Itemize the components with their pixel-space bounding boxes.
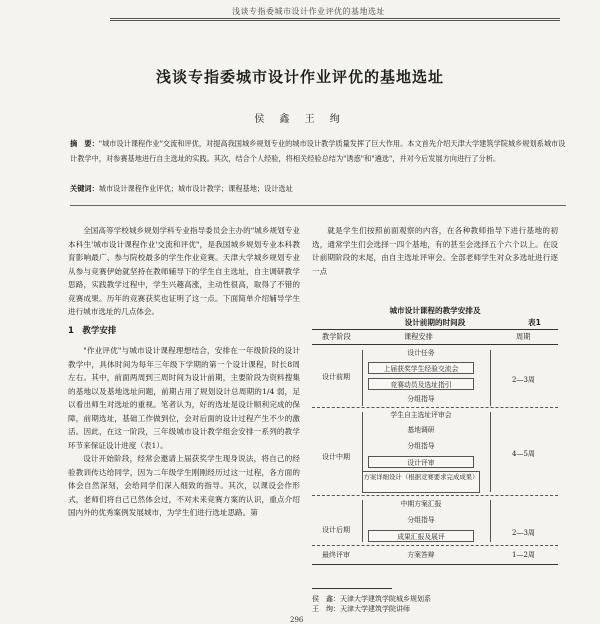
footnote-line: 侯 鑫：天津大学建筑学院城乡规划系 (312, 595, 431, 603)
stage-bracket (362, 412, 363, 492)
keywords-text: 城市设计课程作业评优；城市设计教学；课程基地；设计选址 (98, 184, 293, 193)
running-head: 浅谈专指委城市设计作业评优的基地选址 (232, 7, 385, 16)
author-footnote (312, 594, 431, 614)
table-step: 设计评审 (368, 456, 474, 468)
table-step: 竞赛动员及选址指引 (368, 378, 474, 390)
weeks-label: 2—3周 (512, 529, 535, 537)
page-number: 296 (290, 616, 304, 624)
weeks-bracket (490, 412, 491, 492)
stage-bracket (362, 350, 363, 406)
table-caption-line2: 设计前期的时间段 (404, 318, 466, 327)
table-step: 成果汇报及展评 (368, 530, 474, 542)
table-step: 方案答辩 (407, 551, 435, 559)
footnote-line: 王 绚：天津大学建筑学院讲师 (312, 605, 410, 613)
header-rule (110, 18, 560, 19)
header-rule-double (110, 20, 560, 21)
stage-separator (312, 407, 558, 408)
footnote-rule (312, 588, 392, 589)
table-step: 上届获奖学生经验交流会 (368, 362, 474, 374)
abstract-divider (70, 205, 566, 206)
table-header-weeks: 周期 (516, 332, 531, 341)
left-column (68, 224, 300, 520)
abstract-label: 摘 要： (70, 139, 99, 148)
weeks-bracket (490, 500, 491, 542)
keywords-label: 关键词： (70, 184, 99, 193)
author-line: 侯 鑫 王 绚 (254, 114, 346, 125)
right-column (312, 224, 558, 278)
table-step: 学生自主选址评审会 (390, 411, 452, 419)
weeks-bracket (490, 350, 491, 406)
table-header-rule (312, 344, 558, 345)
intro-paragraph: 全国高等学校城乡规划学科专业指导委员会主办的"城乡规划专业本科生'城市设计课程作业'交流和评优"，是我国城乡规划专业本科教育影响最广、参与院校最多的学生作业竞赛。天津大学城乡规划专业从参与竞赛伊始就坚持在教师辅导下的学生自主选址，自主调研教学思路，实践教学过程中，学生兴趣高涨，主动性很高，取得了不错的竞赛成果。历年的竞赛获奖也证明了这一点。下面简单介绍辅导学生进行城市选址的几点体会。 (68, 226, 300, 316)
article-title: 浅谈专指委城市设计作业评优的基地选址 (155, 68, 444, 86)
abstract (70, 136, 566, 166)
table-header-stage: 教学阶段 (322, 332, 351, 341)
weeks-label: 1—2周 (512, 551, 535, 559)
right-paragraph-1: 就是学生们按照前面观察的内容，在各种教师指导下进行基地的初选，通常学生们会选择一四个基地，有的甚至会选择五个六个以上。在设计前期阶段的末尾，由自主选址评审会。全部老师学生对众多选址进行逐一点 (312, 226, 558, 276)
weeks-label: 4—5周 (512, 450, 535, 458)
stage-label: 最终评审 (322, 551, 350, 559)
abstract-text: "城市设计课程作业"交流和评优，对提高我国城乡规划专业的城市设计教学质量发挥了巨大作用。本文首先介绍天津大学建筑学院城乡规划系城市设计教学中，对参赛基地进行自主选址的实践。其次，结合个人经验，将相关经验总结为"诱惑"和"遴选"，并对今后发展方向进行了分析。 (70, 139, 566, 163)
keywords (70, 182, 566, 196)
table-step: 设计任务 (407, 349, 435, 357)
stage-bracket (362, 500, 363, 542)
section1-paragraph-2: 设计开始阶段，经常会邀请上届获奖学生现身说法，将自己的经验教训传达给同学，因为二年级学生刚刚经历过这一过程，各方面的体会自然深刻，会给同学们深入细致的指导。其次，以课设会作形式，老师们将自己已然体会过，不对未来竞赛方案的认识，重点介绍国内外的优秀案例发展城市，为学生们进行选址思路。第 (68, 454, 300, 517)
stage-label: 设计后期 (322, 526, 350, 534)
table-caption-line1: 城市设计课程的教学安排及 (389, 306, 481, 315)
weeks-label: 2—3周 (512, 376, 535, 384)
table-bottom-rule (312, 564, 558, 565)
table-top-rule (312, 329, 558, 330)
stage-separator (312, 545, 558, 546)
table-label: 表1 (528, 318, 541, 327)
section-heading-1: 1 教学安排 (68, 325, 117, 336)
table-step: 方案详细设计（根据竞赛要求完成成果） (362, 471, 480, 493)
stage-label: 设计中期 (322, 453, 350, 461)
table-caption (312, 305, 558, 329)
table-step: 分组指导 (407, 395, 435, 403)
section1-paragraph-1: "作业评优"与城市设计课程理想结合，安排在一年级阶段的设计教学中，具体时间为每年三年级下学期的第一个设计课程，时长8周左右。其中，前面两周到三周时间为设计前期，主要阶段为资料搜集的基地以及基地选址问题，前期占用了规划设计总周期的1/4 弱，足以看出师生对选址的重视。笔者认为，好的选址是设计顺利完成的保障，前期选址，基础工作做到位，会对后面的设计过程产生不少的激活。因此，在这一阶段，三年级城市设计教学组会安排一系列的教学环节来保证设计进度（表1）。 (68, 346, 300, 450)
table-step: 中期方案汇报 (400, 500, 442, 508)
table-header-course: 课程安排 (404, 332, 433, 341)
stage-label: 设计前期 (322, 373, 350, 381)
table-step: 分组指导 (407, 442, 435, 450)
table-step: 分组指导 (407, 516, 435, 524)
table-step: 基地调研 (407, 426, 435, 434)
stage-separator (312, 495, 558, 496)
